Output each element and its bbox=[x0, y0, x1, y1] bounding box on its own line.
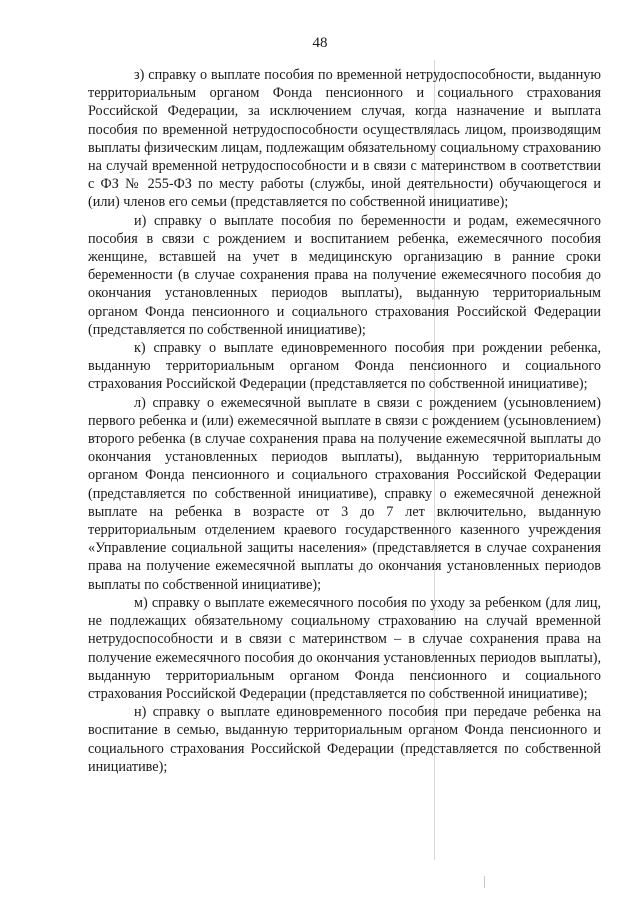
page-number: 48 bbox=[312, 35, 328, 51]
paragraph-k: к) справку о выплате единовременного пособия при рождении ребенка, выданную территориальным органом Фонда пенсионного и социального страхования Российской Федерации (представляется по собственной инициативе); bbox=[88, 340, 601, 393]
paragraph-m: м) справку о выплате ежемесячного пособия по уходу за ребенком (для лиц, не подлежащих обязательному социальному страхованию на случай временной нетрудоспособности и в связи с материнством – в случае сохранения права на получение ежемесячного пособия до окончания установленных периодов выплаты), выданную территориальным органом Фонда пенсионного и социального страхования Российской Федерации (представляется по собственной инициативе); bbox=[88, 594, 601, 702]
paragraph-n: н) справку о выплате единовременного пособия при передаче ребенка на воспитание в семью, выданную территориальным органом Фонда пенсионного и социального страхования Российской Федерации (представляется по собственной инициативе); bbox=[88, 704, 601, 775]
paragraph-z: з) справку о выплате пособия по временной нетрудоспособности, выданную территориальным органом Фонда пенсионного и социального страхования Российской Федерации, за исключением случая, когда назначение и выплата пособия по временной нетрудоспособности осуществлялась лицом, производящим выплаты физическим лицам, подлежащим обязательному социальному страхованию на случай временной нетрудоспособности и в связи с материнством в соответствии с ФЗ № 255-ФЗ по месту работы (службы, иной деятельности) обучающегося и (или) членов его семьи (представляется по собственной инициативе); bbox=[88, 67, 601, 211]
scan-mark bbox=[484, 876, 485, 888]
paragraph-l: л) справку о ежемесячной выплате в связи с рождением (усыновлением) первого ребенка и (или) ежемесячной выплате в связи с рождением (усыновлением) второго ребенка (в случае сохранения права на получение ежемесячной выплаты до окончания установленных периодов выплаты), выданную территориальным органом Фонда пенсионного и социального страхования Российской Федерации (представляется по собственной инициативе), справку о ежемесячной денежной выплате на ребенка в возрасте от 3 до 7 лет включительно, выданную территориальным отделением краевого государственного казенного учреждения «Управление социальной защиты населения» (представляется в случае сохранения права на получение ежемесячной выплаты до окончания установленных периодов выплаты по собственной инициативе); bbox=[88, 394, 601, 593]
paragraph-i: и) справку о выплате пособия по беременности и родам, ежемесячного пособия в связи с рождением и воспитанием ребенка, ежемесячного пособия женщине, вставшей на учет в медицинскую организацию в ранние сроки беременности (в случае сохранения права на получение ежемесячного пособия до окончания установленных периодов выплаты), выданную территориальным органом Фонда пенсионного и социального страхования Российской Федерации (представляется по собственной инициативе); bbox=[88, 212, 601, 338]
document-body bbox=[88, 66, 601, 776]
